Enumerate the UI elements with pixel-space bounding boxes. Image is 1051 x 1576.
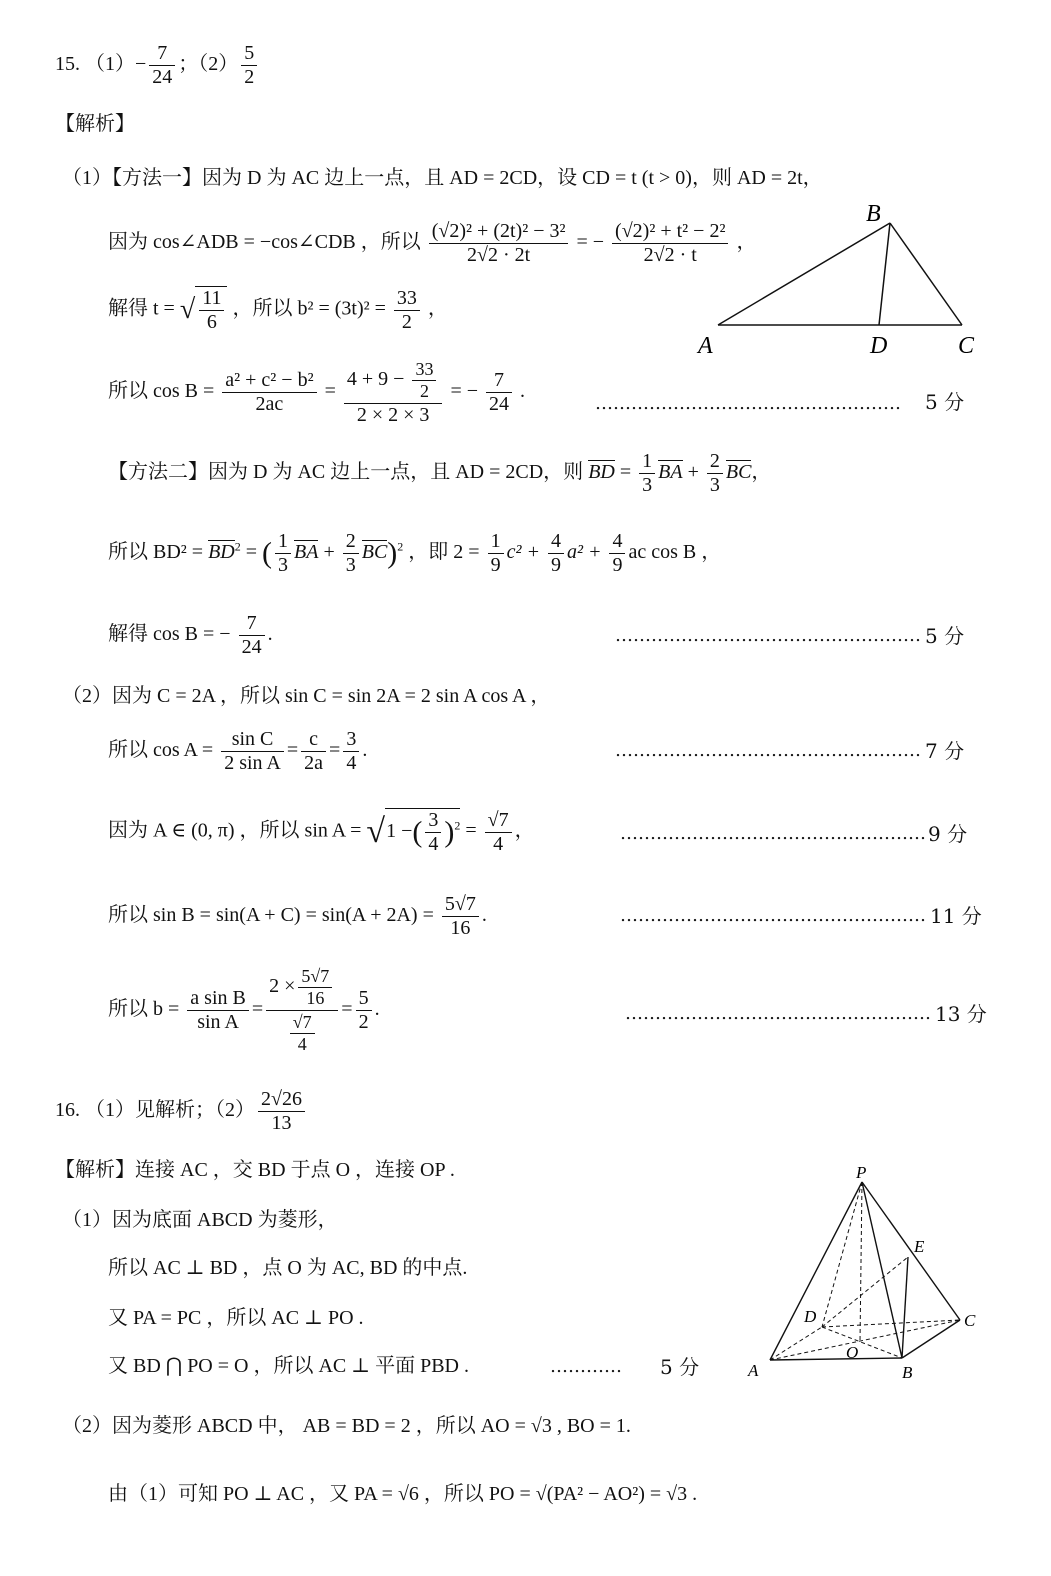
label-d: D xyxy=(870,333,888,359)
leader-dots-2: …………………………………………… xyxy=(615,625,921,646)
q16-number: 16. xyxy=(55,1099,80,1122)
pyramid-figure xyxy=(740,1160,990,1390)
q15-method1-line3: 解得 t = √ $\frac{11}{6}$ ，所以 b² = (3t)² = $\frac{33}{2}$ ， xyxy=(108,286,448,333)
q15-part1-answer: $\frac{7}{24}$ xyxy=(149,42,175,89)
q15-part1-label: （1） xyxy=(85,53,135,76)
label-p: P xyxy=(856,1163,867,1182)
q15-method2-line1: 【方法二】因为 D 为 AC 边上一点，且 AD = 2CD，则 BD = $\frac{1}{3}$ BA + $\frac{2}{3}$ BC， xyxy=(108,450,772,496)
label-e: E xyxy=(914,1237,925,1256)
label-c: C xyxy=(958,333,975,359)
leader-dots-1: …………………………………………… xyxy=(595,393,901,414)
q15-number: 15. xyxy=(55,53,80,76)
score-5-b: 5 分 xyxy=(925,624,965,648)
label-b: B xyxy=(866,201,881,227)
leader-dots-7: ………… xyxy=(550,1356,622,1377)
triangle-segment-bd xyxy=(879,223,890,325)
q16-part1-label: （1）见解析； xyxy=(85,1099,215,1122)
q16-p1-line1: （1）因为底面 ABCD 为菱形， xyxy=(62,1209,338,1231)
label-d2: D xyxy=(804,1307,817,1326)
score-5-a: 5 分 xyxy=(925,390,965,414)
score-13: 13 分 xyxy=(935,1002,987,1026)
q16-analysis-line: 【解析】连接 AC ，交 BD 于点 O ，连接 OP . xyxy=(55,1159,455,1181)
q15-part2-label: （2） xyxy=(198,53,239,76)
edge-ab xyxy=(770,1358,902,1360)
q15-part1-sign: − xyxy=(135,53,147,76)
edge-de xyxy=(822,1257,908,1327)
label-c2: C xyxy=(964,1311,976,1330)
q15-analysis-tag: 【解析】 xyxy=(55,111,135,135)
edge-pb xyxy=(862,1182,902,1358)
q15-method2-line2: 所以 $BD^2 = BD^2$ = ( $\frac{1}{3}$ BA + $\frac{2}{3}$ BC)$^2$ ，即 2 = $\frac{1}{9}$ c² + $\frac{4}{9}$ a² + $\frac{4}{9}$ ac cos B ， xyxy=(108,530,722,576)
label-o: O xyxy=(846,1343,859,1362)
q15-method1-line2: 因为 cos∠ADB = −cos∠CDB ，所以 $\frac{\text{(√2)² + (2t)² − 3²}}{2√2 \cdot 2t}$ = − $\frac{\text{(√2)² + t² − 2²}}{2√2 \cdot t}$ ， xyxy=(108,220,757,266)
edge-ac xyxy=(770,1320,960,1360)
q16-p1-line4: 又 BD ⋂ PO = O ，所以 AC ⊥ 平面 PBD . xyxy=(108,1355,469,1377)
leader-dots-6: …………………………………………… xyxy=(625,1003,931,1024)
score-7: 7 分 xyxy=(925,739,965,763)
leader-dots-3: …………………………………………… xyxy=(615,740,921,761)
q15-part2-line5: 所以 b = $\frac{\text{a sin B}}{\text{sin A}}$ = 2 × $\frac{5√7}{16}$ $\frac{√7}{4}$ = $\frac{5}{2}$ . xyxy=(108,966,380,1054)
q15-part2-line1: （2）因为 C = 2A ，所以 sin C = sin 2A = 2 sin A cos A ， xyxy=(62,685,551,707)
triangle-side-ab xyxy=(718,223,890,325)
q15-method2-line3: 解得 cos B = − $\frac{7}{24}$ . xyxy=(108,612,273,658)
q16-p1-line3: 又 PA = PC ，所以 AC ⊥ PO . xyxy=(108,1307,364,1329)
label-b2: B xyxy=(902,1363,913,1382)
q16-answer-line xyxy=(55,1088,308,1135)
leader-dots-5: …………………………………………… xyxy=(620,905,926,926)
q15-method1-line4: 所以 cos B = $\frac{\text{a² + c² − b²}}{2ac}$ = 4 + 9 − $\frac{33}{2}$ 2 × 2 × 3 = − $\frac{7}{24}$ . xyxy=(108,359,525,426)
q15-method1-line1: （1）【方法一】因为 D 为 AC 边上一点，且 AD = 2CD，设 CD = t (t > 0)，则 AD = 2t， xyxy=(62,167,823,189)
q16-p1-line2: 所以 AC ⊥ BD ，点 O 为 AC, BD 的中点. xyxy=(108,1257,468,1279)
leader-dots-4: …………………………………………… xyxy=(620,823,926,844)
score-5-c: 5 分 xyxy=(660,1355,700,1379)
q15-part2-line3: 因为 A ∈ (0, π) ，所以 sin A = √1 −( $\frac{3}{4}$ )$^2$ = $\frac{√7}{4}$ ， xyxy=(108,808,535,855)
q15-part2-line4: 所以 sin B = sin(A + C) = sin(A + 2A) = $\frac{5√7}{16}$ . xyxy=(108,893,487,939)
q16-p2-line2: 由（1）可知 PO ⊥ AC ，又 PA = √6 ，所以 PO = √(PA² − AO²) = √3 . xyxy=(108,1483,698,1505)
q15-part2-line2: 所以 cos A = $\frac{\text{sin C}}{\text{2 sin A}}$ = $\frac{c}{2a}$ = $\frac{3}{4}$ . xyxy=(108,728,368,774)
label-a2: A xyxy=(748,1361,759,1380)
q16-p2-line1: （2）因为菱形 ABCD 中， AB = BD = 2 ，所以 AO = √3 , BO = 1. xyxy=(62,1415,631,1437)
triangle-side-bc xyxy=(890,223,962,325)
edge-pd xyxy=(822,1182,862,1327)
edge-db xyxy=(822,1327,902,1358)
triangle-figure xyxy=(690,195,990,365)
edge-pc xyxy=(862,1182,960,1320)
score-9: 9 分 xyxy=(928,822,968,846)
q16-part2-label: （2） xyxy=(215,1099,255,1122)
q15-separator: ； xyxy=(178,53,199,76)
edge-pa xyxy=(770,1182,862,1360)
q15-answer-line xyxy=(55,42,260,89)
label-a: A xyxy=(698,333,713,359)
q16-answer: $\frac{2√26}{13}$ xyxy=(258,1088,305,1135)
score-11: 11 分 xyxy=(930,904,982,928)
edge-po xyxy=(860,1182,862,1342)
q15-part2-answer: $\frac{5}{2}$ xyxy=(241,42,257,89)
edge-dc xyxy=(822,1320,960,1327)
edge-eb xyxy=(902,1257,908,1358)
